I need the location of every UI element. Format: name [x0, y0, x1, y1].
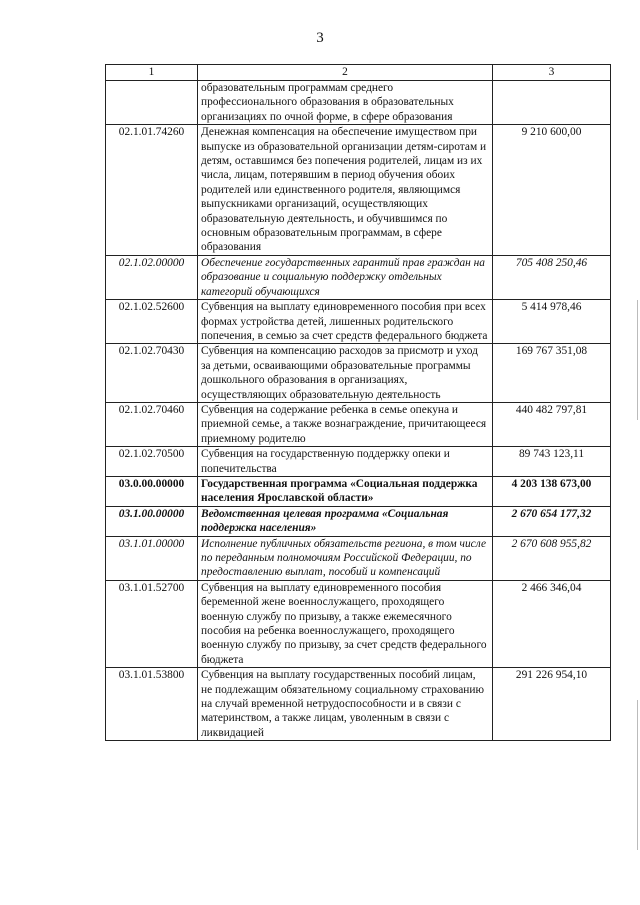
row-code: 03.1.01.53800	[106, 668, 198, 741]
row-description: Субвенция на выплату государственных пособий лицам, не подлежащим обязательному социальному страхованию на случай временной нетрудоспособности и в связи с материнством, а также лицам, уволенным в связи с ликвидацией	[198, 668, 493, 741]
table-header-row	[106, 65, 611, 81]
row-amount: 2 670 654 177,32	[493, 506, 611, 536]
header-cell-3: 3	[493, 65, 611, 81]
table-row	[106, 344, 611, 403]
table-row	[106, 125, 611, 256]
row-amount	[493, 81, 611, 125]
row-description: Субвенция на компенсацию расходов за присмотр и уход за детьми, осваивающими образовательные программы дошкольного образования в организациях, осуществляющих образовательную деятельность	[198, 344, 493, 403]
row-amount: 9 210 600,00	[493, 125, 611, 256]
row-description: Субвенция на выплату единовременного пособия при всех формах устройства детей, лишенных родительского попечения, в семью за счет средств федерального бюджета	[198, 300, 493, 344]
row-description: Субвенция на государственную поддержку опеки и попечительства	[198, 447, 493, 477]
row-code: 03.1.00.00000	[106, 506, 198, 536]
row-description: Государственная программа «Социальная поддержка населения Ярославской области»	[198, 476, 493, 506]
row-amount: 4 203 138 673,00	[493, 476, 611, 506]
row-description: Исполнение публичных обязательств региона, в том числе по переданным полномочиям Российской Федерации, по предоставлению выплат, пособий и компенсаций	[198, 536, 493, 580]
row-code: 02.1.02.70430	[106, 344, 198, 403]
row-amount: 169 767 351,08	[493, 344, 611, 403]
table-row	[106, 580, 611, 667]
header-cell-1: 1	[106, 65, 198, 81]
row-description: Обеспечение государственных гарантий прав граждан на образование и социальную поддержку отдельных категорий обучающихся	[198, 255, 493, 299]
table-row	[106, 447, 611, 477]
row-code: 02.1.01.74260	[106, 125, 198, 256]
budget-table	[105, 64, 611, 741]
row-amount: 2 466 346,04	[493, 580, 611, 667]
row-code: 02.1.02.70460	[106, 402, 198, 446]
row-code: 02.1.02.52600	[106, 300, 198, 344]
row-code: 03.1.01.00000	[106, 536, 198, 580]
row-amount: 89 743 123,11	[493, 447, 611, 477]
row-code: 02.1.02.00000	[106, 255, 198, 299]
scan-edge-mark	[637, 700, 638, 850]
scan-edge-mark	[637, 300, 638, 420]
row-description: Субвенция на содержание ребенка в семье опекуна и приемной семье, а также вознаграждение, причитающееся приемному родителю	[198, 402, 493, 446]
row-description: Субвенция на выплату единовременного пособия беременной жене военнослужащего, проходящего военную службу по призыву, а также ежемесячного пособия на ребенка военнослужащего, проходящего военную службу по призыву, за счет средств федерального бюджета	[198, 580, 493, 667]
table-row	[106, 81, 611, 125]
table-row	[106, 300, 611, 344]
row-description: Денежная компенсация на обеспечение имуществом при выпуске из образовательной организации детям-сиротам и детям, оставшимся без попечения родителей, лицам из их числа, лицам, потерявшим в период обучения обоих родителей или единственного родителя, являющимся выпускниками организаций, осуществляющих образовательную деятельность, и обучившимся по основным образовательным программам, в сфере образования	[198, 125, 493, 256]
row-amount: 291 226 954,10	[493, 668, 611, 741]
header-cell-2: 2	[198, 65, 493, 81]
table-row	[106, 536, 611, 580]
row-code: 03.1.01.52700	[106, 580, 198, 667]
row-amount: 440 482 797,81	[493, 402, 611, 446]
row-code: 03.0.00.00000	[106, 476, 198, 506]
row-code	[106, 81, 198, 125]
row-amount: 2 670 608 955,82	[493, 536, 611, 580]
table-row	[106, 506, 611, 536]
page-number: 3	[316, 30, 324, 46]
table-row	[106, 255, 611, 299]
row-code: 02.1.02.70500	[106, 447, 198, 477]
table-row	[106, 476, 611, 506]
table-row	[106, 668, 611, 741]
row-amount: 705 408 250,46	[493, 255, 611, 299]
row-description: образовательным программам среднего профессионального образования в образовательных организациях по очной форме, в сфере образования	[198, 81, 493, 125]
table-row	[106, 402, 611, 446]
row-amount: 5 414 978,46	[493, 300, 611, 344]
row-description: Ведомственная целевая программа «Социальная поддержка населения»	[198, 506, 493, 536]
